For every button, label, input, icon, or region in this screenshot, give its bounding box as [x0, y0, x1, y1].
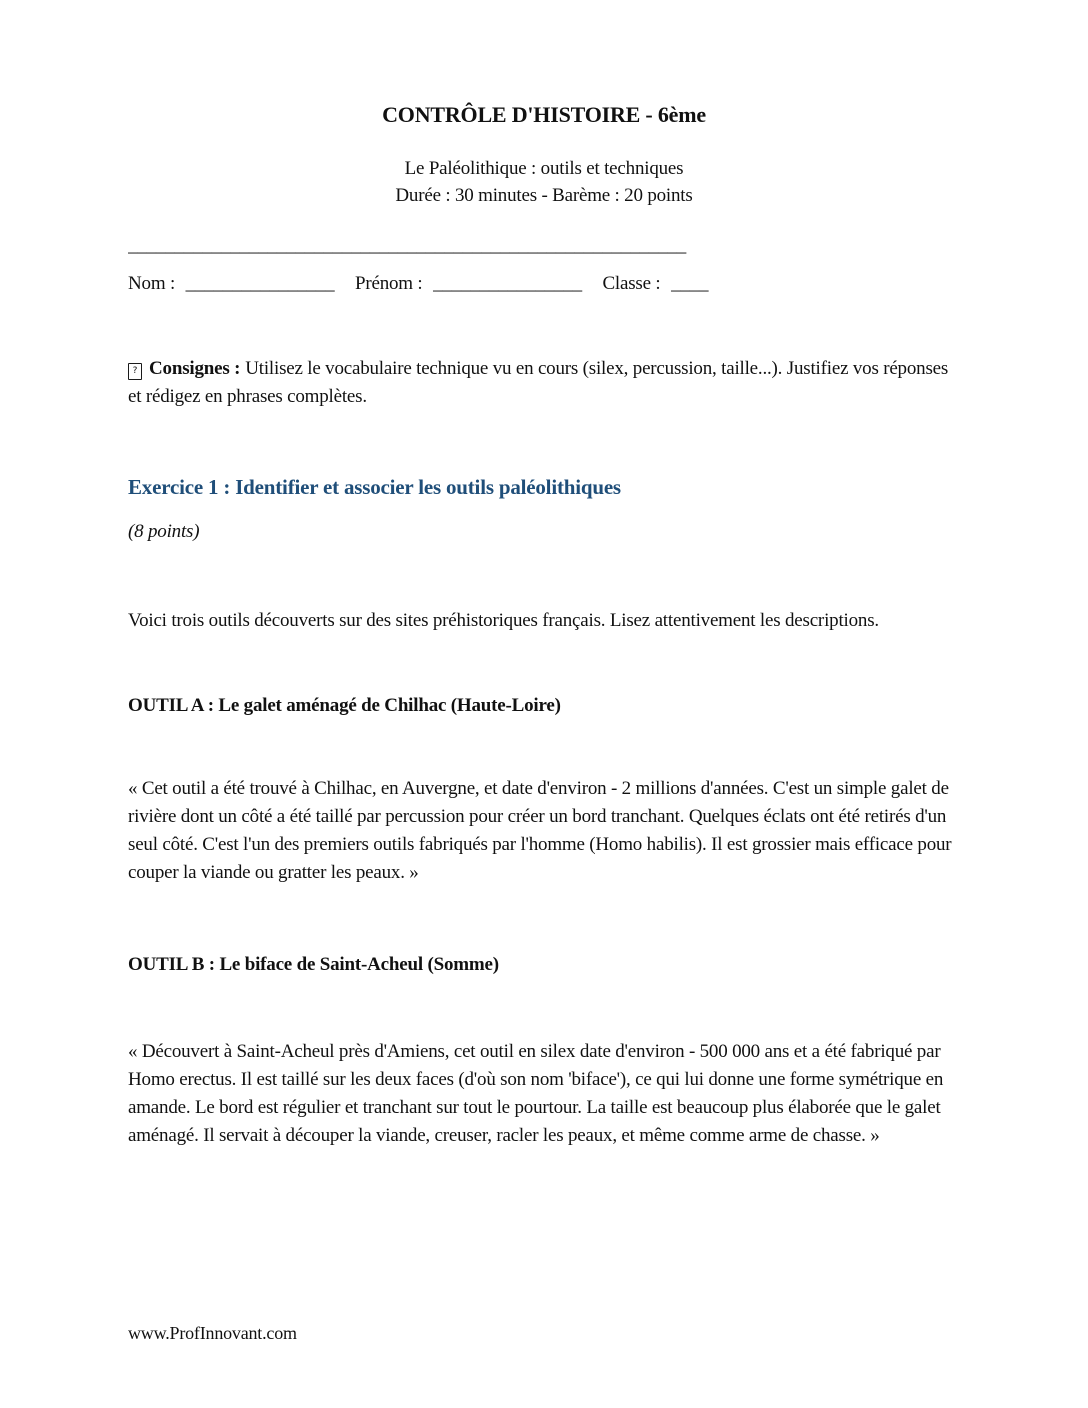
consignes-paragraph — [128, 355, 960, 411]
tool-b-description: « Découvert à Saint-Acheul près d'Amiens, cet outil en silex date d'environ - 500 000 ans et a été fabriqué par Homo erectus. Il est taillé sur les deux faces (d'où son nom 'biface'), ce qui lui donne une forme symétrique en amande. Le bord est régulier et tranchant sur tout le pourtour. La taille est beaucoup plus élaborée que le galet aménagé. Il servait à découper la viande, creuser, racler les peaux, et même comme arme de chasse. » — [128, 1041, 944, 1146]
exercise1-points: (8 points) — [128, 521, 200, 542]
separator-line: ____________________________________________________________ — [128, 235, 687, 256]
page-title: CONTRÔLE D'HISTOIRE - 6ème — [382, 102, 706, 127]
nom-blank-field: ________________ — [185, 273, 335, 294]
tool-b-heading: OUTIL B : Le biface de Saint-Acheul (Somme) — [128, 954, 499, 975]
tool-a-description: « Cet outil a été trouvé à Chilhac, en Auvergne, et date d'environ - 2 millions d'années. C'est un simple galet de rivière dont un côté a été taillé par percussion pour créer un bord tranchant. Quelques éclats ont été retirés d'un seul côté. C'est l'un des premiers outils fabriqués par l'homme (Homo habilis). Il est grossier mais efficace pour couper la viande ou gratter les peaux. » — [128, 778, 952, 883]
nom-label: Nom : — [128, 273, 176, 294]
document-duration-bareme: Durée : 30 minutes - Barème : 20 points — [395, 185, 693, 206]
consignes-label: Consignes : — [149, 358, 241, 379]
prenom-label: Prénom : — [354, 273, 423, 294]
missing-glyph-icon: ? — [128, 363, 142, 380]
document-subtitle: Le Paléolithique : outils et techniques — [404, 158, 684, 179]
consignes-text: Utilisez le vocabulaire technique vu en cours (silex, percussion, taille...). Justifiez vos réponses et rédigez en phrases complètes. — [128, 358, 949, 407]
exercise1-intro: Voici trois outils découverts sur des sites préhistoriques français. Lisez attentivement les descriptions. — [128, 610, 879, 631]
tool-a-heading: OUTIL A : Le galet aménagé de Chilhac (Haute-Loire) — [128, 695, 561, 716]
exercise1-heading: Exercice 1 : Identifier et associer les outils paléolithiques — [128, 475, 621, 499]
classe-label: Classe : — [602, 273, 661, 294]
classe-blank-field: ____ — [671, 273, 709, 294]
prenom-blank-field: ________________ — [433, 273, 582, 294]
footer-website: www.ProfInnovant.com — [128, 1323, 297, 1343]
identity-line — [128, 270, 960, 298]
subtitle-block — [128, 155, 960, 209]
